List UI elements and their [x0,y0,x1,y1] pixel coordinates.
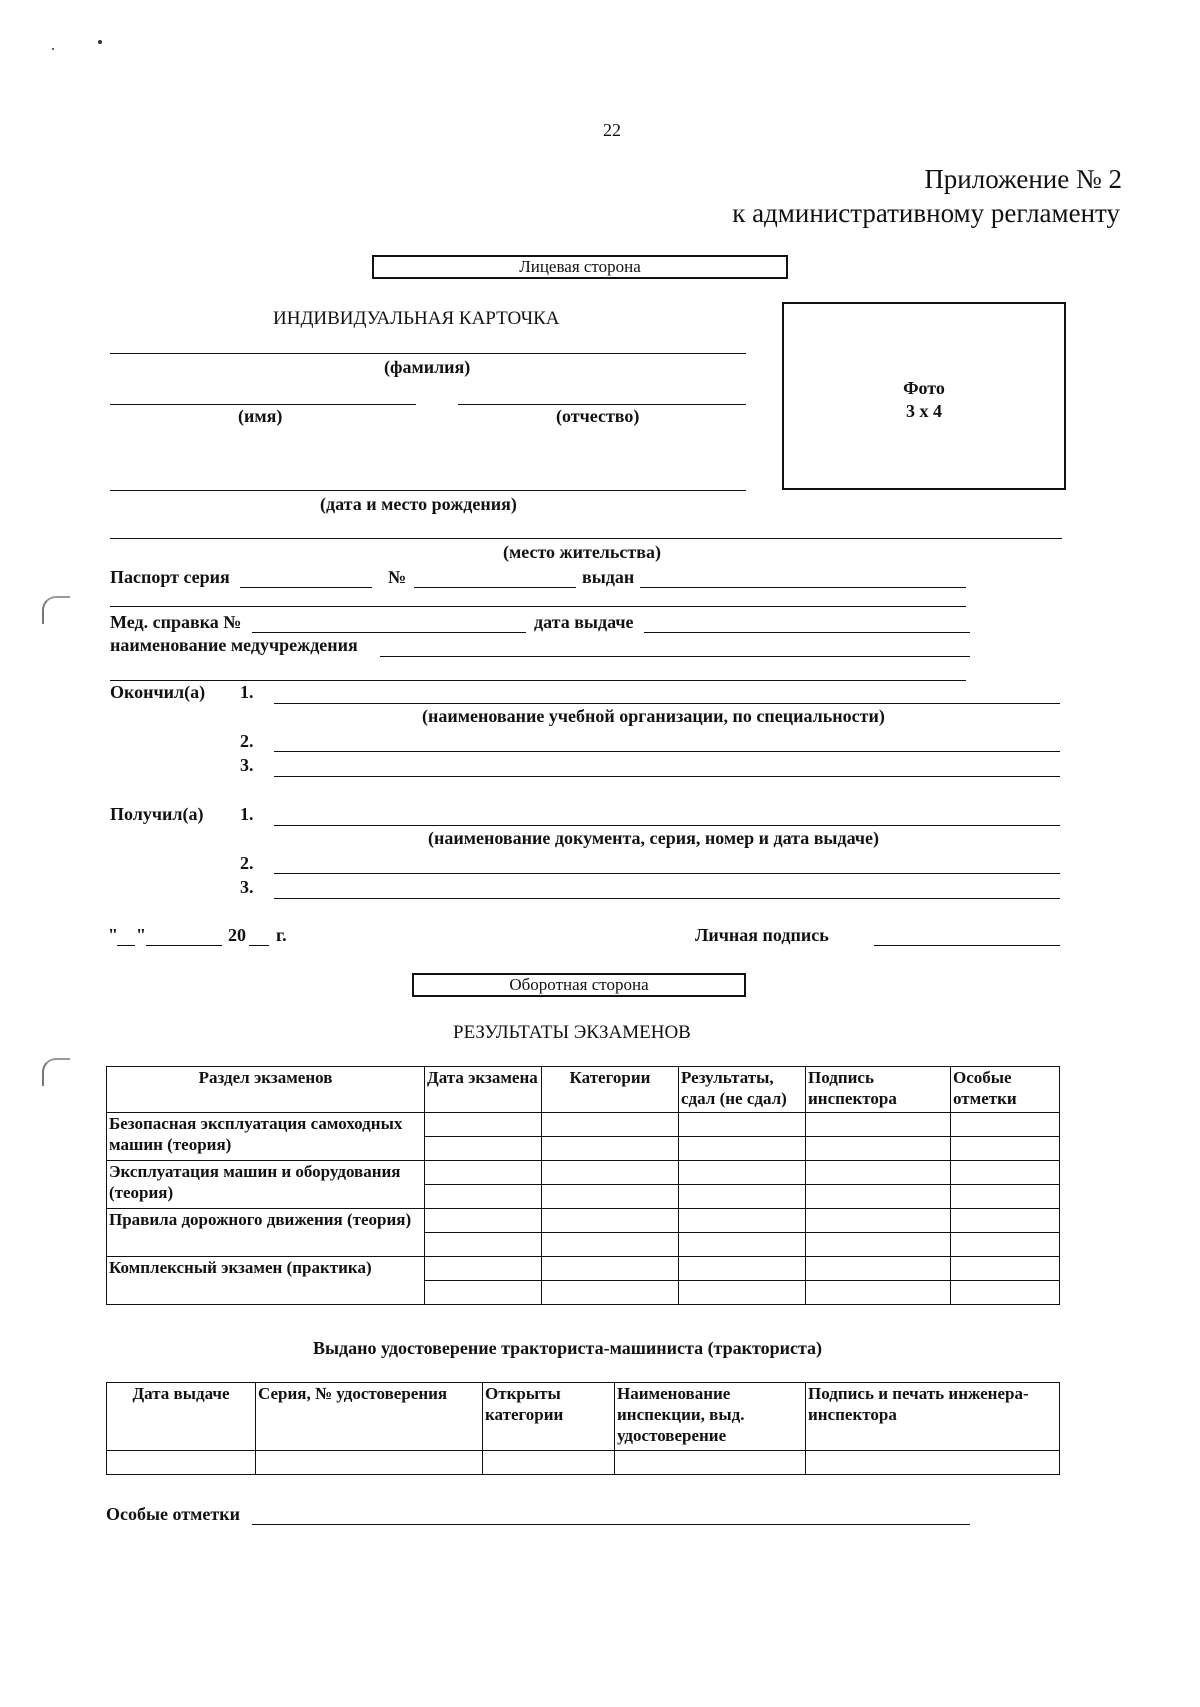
header-inspection-name: Наименование инспекции, выд. удостоверение [615,1383,806,1451]
passport-label: Паспорт серия [110,567,230,587]
date-year-prefix: 20 [228,925,246,945]
date-year-suffix: г. [276,925,287,945]
table-cell [806,1137,951,1161]
header-special-marks: Особые отметки [951,1067,1060,1113]
received-num-1: 1. [240,804,254,824]
table-cell [951,1281,1060,1305]
photo-label: Фото [903,378,945,398]
birth-caption: (дата и место рождения) [320,494,517,514]
table-cell [679,1281,806,1305]
exam-section-cell: Эксплуатация машин и оборудования (теория) [107,1161,425,1209]
med-institution-line [380,656,970,657]
table-cell [542,1209,679,1233]
table-cell [542,1281,679,1305]
graduated-label: Окончил(а) [110,682,206,702]
front-side-label: Лицевая сторона [372,255,788,279]
header-issue-date: Дата выдаче [107,1383,256,1451]
table-cell [806,1281,951,1305]
table-cell [679,1233,806,1257]
residence-line [110,538,1062,539]
special-marks-label: Особые отметки [106,1504,240,1524]
graduated-line-1 [274,703,1060,704]
table-cell [425,1281,542,1305]
name-caption: (имя) [238,406,283,426]
table-cell [806,1257,951,1281]
patronymic-caption: (отчество) [556,406,640,426]
table-cell [806,1113,951,1137]
table-cell [951,1137,1060,1161]
back-side-label: Оборотная сторона [412,973,746,997]
med-certificate-label: Мед. справка № [110,612,242,632]
passport-issued-line [640,587,966,588]
graduated-line-2 [274,751,1060,752]
table-row [107,1257,1060,1281]
table-cell [806,1451,1060,1475]
appendix-title: Приложение № 2 [924,164,1122,194]
table-cell [951,1161,1060,1185]
received-caption: (наименование документа, серия, номер и дата выдаче) [428,828,880,848]
table-cell [806,1209,951,1233]
name-line [110,404,416,405]
exam-section-cell: Комплексный экзамен (практика) [107,1257,425,1305]
header-categories: Категории [542,1067,679,1113]
photo-size: 3 x 4 [906,401,942,421]
date-month-line [146,945,222,946]
header-results: Результаты, сдал (не сдал) [679,1067,806,1113]
passport-number-line [414,587,576,588]
header-engineer-signature: Подпись и печать инженера-инспектора [806,1383,1060,1451]
table-cell [542,1257,679,1281]
med-date-line [644,632,970,633]
table-cell [425,1137,542,1161]
table-cell [542,1161,679,1185]
signature-label: Личная подпись [695,925,829,945]
exam-results-title: РЕЗУЛЬТАТЫ ЭКЗАМЕНОВ [453,1022,691,1043]
date-day-line [117,945,135,946]
table-cell [951,1185,1060,1209]
table-cell [425,1257,542,1281]
scan-speck [98,40,102,44]
exam-results-table [106,1066,1060,1305]
table-row [107,1451,1060,1475]
table-cell [256,1451,483,1475]
date-quote-open: " [108,925,118,945]
table-cell [542,1185,679,1209]
special-marks-line [252,1524,970,1525]
table-cell [806,1233,951,1257]
signature-line [874,945,1060,946]
received-line-2 [274,873,1060,874]
table-cell [679,1209,806,1233]
appendix-subtitle: к административному регламенту [732,198,1120,228]
passport-extra-line [110,606,966,607]
header-exam-date: Дата экзамена [425,1067,542,1113]
card-title: ИНДИВИДУАЛЬНАЯ КАРТОЧКА [273,308,560,329]
table-row [107,1209,1060,1233]
birth-line [110,490,746,491]
passport-number-label: № [388,567,407,587]
received-label: Получил(а) [110,804,204,824]
table-cell [542,1113,679,1137]
patronymic-line [458,404,746,405]
med-certificate-line [252,632,526,633]
graduated-caption: (наименование учебной организации, по специальности) [422,706,885,726]
table-cell [679,1137,806,1161]
hole-punch-mark [42,1058,70,1086]
residence-caption: (место жительства) [503,542,661,562]
table-cell [542,1233,679,1257]
exam-section-cell: Правила дорожного движения (теория) [107,1209,425,1257]
surname-caption: (фамилия) [384,357,471,377]
table-cell [542,1137,679,1161]
table-row [107,1161,1060,1185]
graduated-num-3: 3. [240,755,254,775]
table-cell [951,1233,1060,1257]
surname-line [110,353,746,354]
passport-series-line [240,587,372,588]
table-cell [806,1161,951,1185]
issued-certificate-title: Выдано удостоверение тракториста-машиниста (тракториста) [313,1338,823,1358]
table-row [107,1113,1060,1137]
scan-speck [52,48,54,50]
table-cell [425,1113,542,1137]
table-cell [483,1451,615,1475]
received-line-3 [274,898,1060,899]
table-cell [107,1451,256,1475]
exam-header-row [107,1067,1060,1113]
table-cell [806,1185,951,1209]
date-year-line [249,945,269,946]
table-cell [679,1161,806,1185]
date-quote-close: " [136,925,146,945]
table-cell [425,1209,542,1233]
table-cell [615,1451,806,1475]
table-cell [679,1113,806,1137]
graduated-line-3 [274,776,1060,777]
received-line-1 [274,825,1060,826]
table-cell [425,1185,542,1209]
certificate-issue-table [106,1382,1060,1475]
table-cell [951,1209,1060,1233]
received-num-3: 3. [240,877,254,897]
table-cell [425,1161,542,1185]
received-num-2: 2. [240,853,254,873]
table-cell [425,1233,542,1257]
hole-punch-mark [42,596,70,624]
photo-box [782,302,1066,490]
header-inspector-signature: Подпись инспектора [806,1067,951,1113]
table-cell [679,1185,806,1209]
graduated-num-2: 2. [240,731,254,751]
table-cell [679,1257,806,1281]
med-date-label: дата выдаче [534,612,634,632]
issue-header-row [107,1383,1060,1451]
med-extra-line [110,680,966,681]
page-number: 22 [603,120,621,140]
header-exam-section: Раздел экзаменов [107,1067,425,1113]
passport-issued-label: выдан [582,567,635,587]
table-cell [951,1257,1060,1281]
header-opened-categories: Открыты категории [483,1383,615,1451]
header-certificate-number: Серия, № удостоверения [256,1383,483,1451]
table-cell [951,1113,1060,1137]
med-institution-label: наименование медучреждения [110,635,358,655]
graduated-num-1: 1. [240,682,254,702]
exam-section-cell: Безопасная эксплуатация самоходных машин (теория) [107,1113,425,1161]
